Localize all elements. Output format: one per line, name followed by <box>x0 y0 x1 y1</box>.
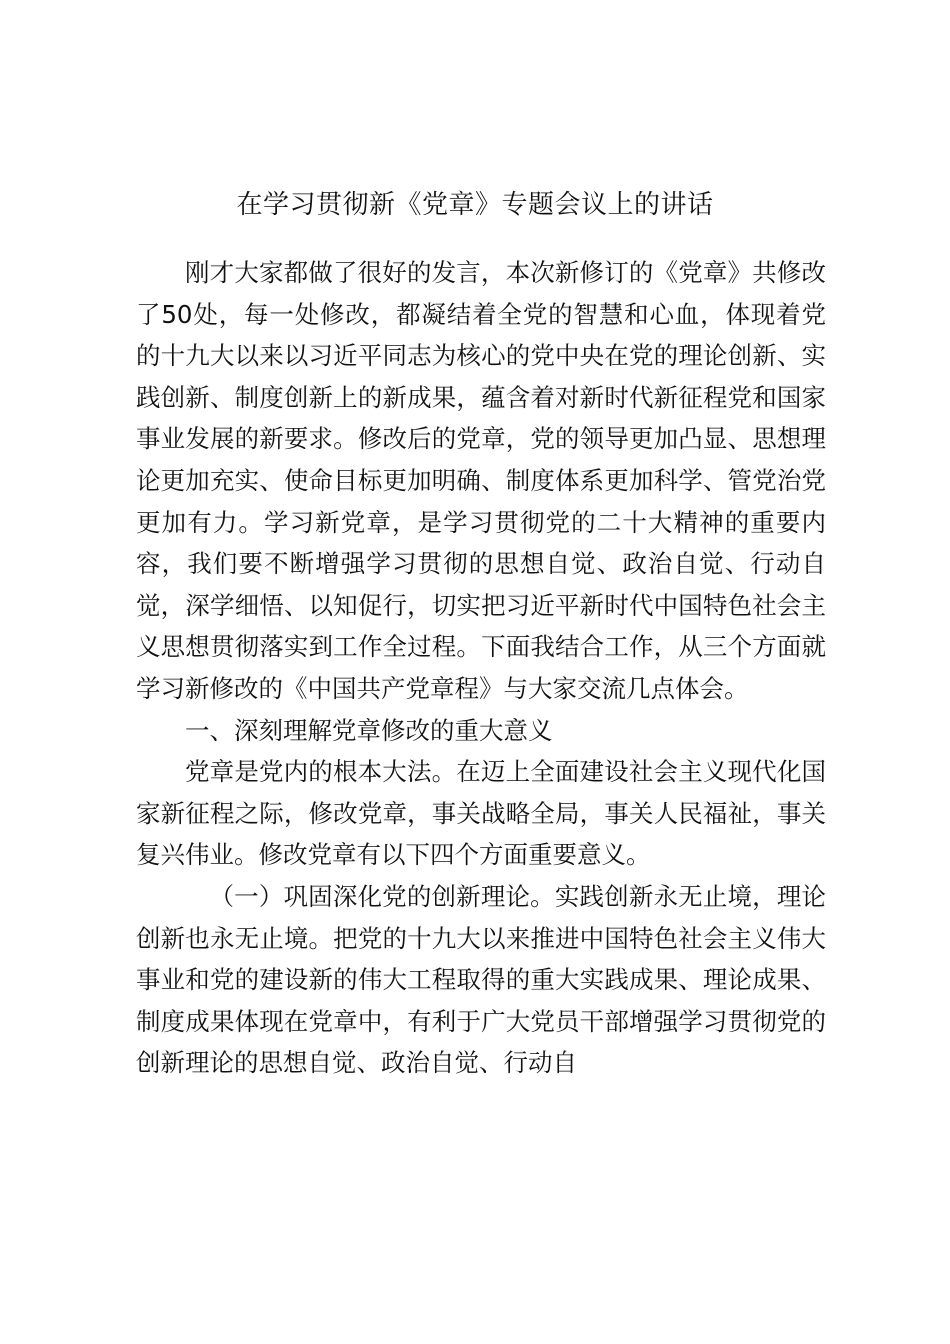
paragraph-subsection-one: （一）巩固深化党的创新理论。实践创新永无止境，理论创新也永无止境。把党的十九大以来推进中国特色社会主义伟大事业和党的建设新的伟大工程取得的重大实践成果、理论成果、制度成果体现在党章中，有利于广大党员干部增强学习贯彻党的创新理论的思想自觉、政治自觉、行动自 <box>136 881 826 1078</box>
document-body <box>136 252 826 1084</box>
paragraph-section-one: 党章是党内的根本大法。在迈上全面建设社会主义现代化国家新征程之际，修改党章，事关战略全局，事关人民福祉，事关复兴伟业。修改党章有以下四个方面重要意义。 <box>136 757 826 870</box>
section-heading-one: 一、深刻理解党章修改的重大意义 <box>185 715 553 745</box>
paragraph-intro: 刚才大家都做了很好的发言，本次新修订的《党章》共修改了50处，每一处修改，都凝结着全党的智慧和心血，体现着党的十九大以来以习近平同志为核心的党中央在党的理论创新、实践创新、制度创新上的新成果，蕴含着对新时代新征程党和国家事业发展的新要求。修改后的党章，党的领导更加凸显、思想理论更加充实、使命目标更加明确、制度体系更加科学、管党治党更加有力。学习新党章，是学习贯彻党的二十大精神的重要内容，我们要不断增强学习贯彻的思想自觉、政治自觉、行动自觉，深学细悟、以知促行，切实把习近平新时代中国特色社会主义思想贯彻落实到工作全过程。下面我结合工作，从三个方面就学习新修改的《中国共产党章程》与大家交流几点体会。 <box>136 258 826 703</box>
document-title: 在学习贯彻新《党章》专题会议上的讲话 <box>236 190 714 221</box>
